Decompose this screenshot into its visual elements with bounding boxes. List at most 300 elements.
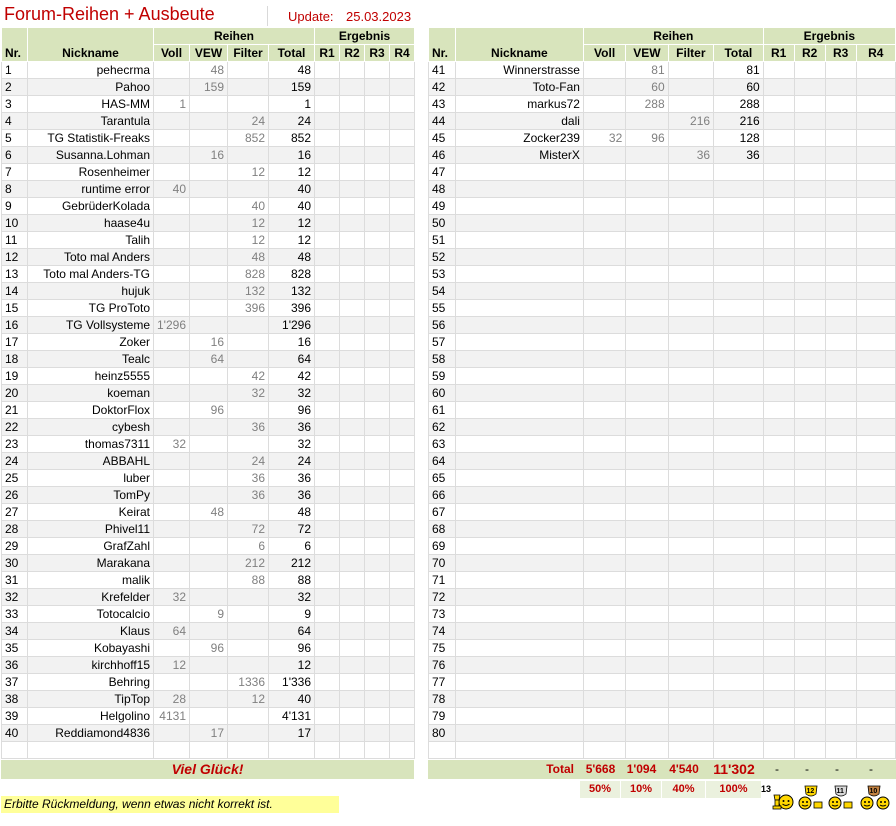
r2-cell[interactable]: [340, 283, 365, 300]
vew-cell[interactable]: 96: [190, 402, 228, 419]
r1-cell[interactable]: [763, 181, 794, 198]
r3-cell[interactable]: [825, 606, 856, 623]
filter-cell[interactable]: [228, 623, 269, 640]
total-cell[interactable]: 72: [269, 521, 315, 538]
voll-cell[interactable]: [154, 215, 190, 232]
voll-cell[interactable]: [583, 640, 625, 657]
r4-cell[interactable]: [390, 351, 415, 368]
r1-cell[interactable]: [315, 402, 340, 419]
total-cell[interactable]: 17: [269, 725, 315, 742]
r2-cell[interactable]: [340, 181, 365, 198]
filter-cell[interactable]: [228, 79, 269, 96]
r3-cell[interactable]: [365, 266, 390, 283]
r3-cell[interactable]: [365, 317, 390, 334]
nickname-cell[interactable]: [455, 351, 583, 368]
r4-cell[interactable]: [390, 266, 415, 283]
filter-cell[interactable]: [668, 674, 713, 691]
r1-cell[interactable]: [763, 606, 794, 623]
r4-cell[interactable]: [390, 79, 415, 96]
r1-cell[interactable]: [763, 232, 794, 249]
r3-cell[interactable]: [825, 351, 856, 368]
r2-cell[interactable]: [794, 487, 825, 504]
voll-cell[interactable]: [583, 368, 625, 385]
r3-cell[interactable]: [365, 283, 390, 300]
filter-cell[interactable]: [668, 317, 713, 334]
r1-cell[interactable]: [763, 283, 794, 300]
r3-cell[interactable]: [365, 572, 390, 589]
filter-cell[interactable]: 12: [228, 215, 269, 232]
total-cell[interactable]: 24: [269, 453, 315, 470]
vew-cell[interactable]: 48: [190, 504, 228, 521]
r3-cell[interactable]: [825, 691, 856, 708]
nickname-cell[interactable]: Rosenheimer: [28, 164, 154, 181]
filter-cell[interactable]: [228, 147, 269, 164]
r3-cell[interactable]: [825, 62, 856, 79]
total-cell[interactable]: 132: [269, 283, 315, 300]
r2-cell[interactable]: [340, 147, 365, 164]
vew-cell[interactable]: [626, 368, 668, 385]
r1-cell[interactable]: [315, 232, 340, 249]
filter-cell[interactable]: [228, 351, 269, 368]
filter-cell[interactable]: [668, 419, 713, 436]
total-cell[interactable]: [714, 708, 764, 725]
r1-cell[interactable]: [315, 334, 340, 351]
r3-cell[interactable]: [365, 657, 390, 674]
r4-cell[interactable]: [390, 623, 415, 640]
filter-cell[interactable]: 216: [668, 113, 713, 130]
total-cell[interactable]: 40: [269, 181, 315, 198]
voll-cell[interactable]: [154, 640, 190, 657]
voll-cell[interactable]: 28: [154, 691, 190, 708]
nickname-cell[interactable]: Tealc: [28, 351, 154, 368]
voll-cell[interactable]: [583, 725, 625, 742]
total-cell[interactable]: 96: [269, 402, 315, 419]
voll-cell[interactable]: [583, 419, 625, 436]
r4-cell[interactable]: [390, 317, 415, 334]
total-cell[interactable]: [714, 368, 764, 385]
r2-cell[interactable]: [794, 283, 825, 300]
vew-cell[interactable]: [190, 113, 228, 130]
total-cell[interactable]: 12: [269, 215, 315, 232]
voll-cell[interactable]: [583, 198, 625, 215]
nickname-cell[interactable]: Winnerstrasse: [455, 62, 583, 79]
r2-cell[interactable]: [340, 521, 365, 538]
total-cell[interactable]: 216: [714, 113, 764, 130]
r3-cell[interactable]: [825, 504, 856, 521]
r4-cell[interactable]: [390, 436, 415, 453]
vew-cell[interactable]: [626, 181, 668, 198]
voll-cell[interactable]: [154, 232, 190, 249]
filter-cell[interactable]: [228, 589, 269, 606]
r3-cell[interactable]: [365, 453, 390, 470]
r4-cell[interactable]: [856, 249, 895, 266]
voll-cell[interactable]: 1'296: [154, 317, 190, 334]
r1-cell[interactable]: [315, 147, 340, 164]
nickname-cell[interactable]: [455, 521, 583, 538]
nickname-cell[interactable]: [455, 640, 583, 657]
r2-cell[interactable]: [340, 572, 365, 589]
voll-cell[interactable]: [154, 453, 190, 470]
nickname-cell[interactable]: runtime error: [28, 181, 154, 198]
r3-cell[interactable]: [825, 487, 856, 504]
total-cell[interactable]: 128: [714, 130, 764, 147]
vew-cell[interactable]: [190, 623, 228, 640]
r3-cell[interactable]: [365, 436, 390, 453]
r1-cell[interactable]: [315, 572, 340, 589]
r1-cell[interactable]: [315, 62, 340, 79]
total-cell[interactable]: 36: [714, 147, 764, 164]
r4-cell[interactable]: [390, 487, 415, 504]
r3-cell[interactable]: [365, 164, 390, 181]
nickname-cell[interactable]: [455, 657, 583, 674]
r2-cell[interactable]: [794, 402, 825, 419]
r2-cell[interactable]: [340, 351, 365, 368]
filter-cell[interactable]: 24: [228, 113, 269, 130]
r2-cell[interactable]: [340, 419, 365, 436]
vew-cell[interactable]: [626, 385, 668, 402]
filter-cell[interactable]: [668, 572, 713, 589]
r1-cell[interactable]: [763, 572, 794, 589]
filter-cell[interactable]: [228, 436, 269, 453]
voll-cell[interactable]: [154, 130, 190, 147]
vew-cell[interactable]: [190, 572, 228, 589]
total-cell[interactable]: 88: [269, 572, 315, 589]
voll-cell[interactable]: [154, 504, 190, 521]
vew-cell[interactable]: 96: [190, 640, 228, 657]
r2-cell[interactable]: [340, 691, 365, 708]
r2-cell[interactable]: [340, 368, 365, 385]
r1-cell[interactable]: [315, 623, 340, 640]
total-cell[interactable]: [714, 589, 764, 606]
nickname-cell[interactable]: [455, 555, 583, 572]
voll-total[interactable]: 5'668: [585, 762, 616, 776]
voll-cell[interactable]: 4131: [154, 708, 190, 725]
voll-cell[interactable]: [154, 283, 190, 300]
r2-cell[interactable]: [340, 640, 365, 657]
total-cell[interactable]: 12: [269, 164, 315, 181]
r4-cell[interactable]: [856, 198, 895, 215]
r4-cell[interactable]: [856, 708, 895, 725]
r3-cell[interactable]: [365, 62, 390, 79]
vew-cell[interactable]: 60: [626, 79, 668, 96]
total-cell[interactable]: [714, 249, 764, 266]
r4-cell[interactable]: [390, 657, 415, 674]
voll-cell[interactable]: [154, 334, 190, 351]
r4-cell[interactable]: [390, 249, 415, 266]
r4-cell[interactable]: [856, 113, 895, 130]
r3-cell[interactable]: [365, 606, 390, 623]
nickname-cell[interactable]: [455, 572, 583, 589]
r4-cell[interactable]: [856, 470, 895, 487]
grand-total[interactable]: 11'302: [713, 761, 755, 777]
voll-cell[interactable]: [154, 419, 190, 436]
vew-cell[interactable]: [190, 589, 228, 606]
nickname-cell[interactable]: [455, 538, 583, 555]
nickname-cell[interactable]: Keirat: [28, 504, 154, 521]
r3-cell[interactable]: [365, 640, 390, 657]
total-cell[interactable]: [714, 402, 764, 419]
r2-cell[interactable]: [340, 317, 365, 334]
vew-cell[interactable]: [190, 181, 228, 198]
r3-cell[interactable]: [365, 623, 390, 640]
r2-cell[interactable]: [794, 623, 825, 640]
total-cell[interactable]: 396: [269, 300, 315, 317]
r4-cell[interactable]: [856, 266, 895, 283]
total-cell[interactable]: 36: [269, 419, 315, 436]
nickname-cell[interactable]: Reddiamond4836: [28, 725, 154, 742]
r3-cell[interactable]: [365, 147, 390, 164]
voll-cell[interactable]: [583, 572, 625, 589]
filter-cell[interactable]: [668, 504, 713, 521]
voll-cell[interactable]: [154, 470, 190, 487]
nickname-cell[interactable]: Toto mal Anders: [28, 249, 154, 266]
r1-cell[interactable]: [763, 521, 794, 538]
total-cell[interactable]: [714, 164, 764, 181]
r3-cell[interactable]: [365, 538, 390, 555]
r2-cell[interactable]: [340, 266, 365, 283]
r3-cell[interactable]: [825, 657, 856, 674]
r1-cell[interactable]: [315, 436, 340, 453]
filter-cell[interactable]: [668, 198, 713, 215]
voll-cell[interactable]: [583, 623, 625, 640]
nickname-cell[interactable]: cybesh: [28, 419, 154, 436]
r4-cell[interactable]: [856, 351, 895, 368]
vew-cell[interactable]: [626, 640, 668, 657]
filter-cell[interactable]: 88: [228, 572, 269, 589]
nickname-cell[interactable]: Marakana: [28, 555, 154, 572]
r4-cell[interactable]: [390, 555, 415, 572]
vew-cell[interactable]: [190, 164, 228, 181]
r2-cell[interactable]: [340, 96, 365, 113]
r3-cell[interactable]: [365, 419, 390, 436]
r2-cell[interactable]: [340, 504, 365, 521]
r1-cell[interactable]: [763, 62, 794, 79]
voll-cell[interactable]: [583, 79, 625, 96]
r4-cell[interactable]: [856, 79, 895, 96]
r4-cell[interactable]: [390, 300, 415, 317]
nickname-cell[interactable]: markus72: [455, 96, 583, 113]
r4-cell[interactable]: [856, 147, 895, 164]
r1-cell[interactable]: [315, 79, 340, 96]
nickname-cell[interactable]: [455, 198, 583, 215]
r2-cell[interactable]: [794, 300, 825, 317]
r1-cell[interactable]: [763, 351, 794, 368]
r2-cell[interactable]: [340, 130, 365, 147]
filter-cell[interactable]: [668, 521, 713, 538]
voll-cell[interactable]: [154, 266, 190, 283]
r2-cell[interactable]: [794, 266, 825, 283]
r1-cell[interactable]: [763, 470, 794, 487]
r2-cell[interactable]: [794, 130, 825, 147]
filter-cell[interactable]: [668, 283, 713, 300]
total-cell[interactable]: 1'296: [269, 317, 315, 334]
total-cell[interactable]: 212: [269, 555, 315, 572]
total-cell[interactable]: 16: [269, 147, 315, 164]
voll-cell[interactable]: [154, 62, 190, 79]
nickname-cell[interactable]: DoktorFlox: [28, 402, 154, 419]
r4-cell[interactable]: [856, 334, 895, 351]
voll-cell[interactable]: [583, 215, 625, 232]
r1-cell[interactable]: [763, 385, 794, 402]
filter-cell[interactable]: [668, 300, 713, 317]
vew-cell[interactable]: [626, 657, 668, 674]
r4-cell[interactable]: [390, 691, 415, 708]
filter-cell[interactable]: 48: [228, 249, 269, 266]
r4-cell[interactable]: [390, 198, 415, 215]
vew-cell[interactable]: [626, 691, 668, 708]
nickname-cell[interactable]: [455, 215, 583, 232]
r4-cell[interactable]: [390, 385, 415, 402]
vew-cell[interactable]: [190, 674, 228, 691]
nickname-cell[interactable]: HAS-MM: [28, 96, 154, 113]
nickname-cell[interactable]: [455, 385, 583, 402]
filter-cell[interactable]: [228, 708, 269, 725]
voll-cell[interactable]: 32: [154, 436, 190, 453]
r3-cell[interactable]: [825, 147, 856, 164]
r1-cell[interactable]: [763, 402, 794, 419]
vew-cell[interactable]: 96: [626, 130, 668, 147]
vew-cell[interactable]: [190, 453, 228, 470]
r4-cell[interactable]: [856, 453, 895, 470]
r2-cell[interactable]: [794, 419, 825, 436]
r1-cell[interactable]: [763, 674, 794, 691]
total-cell[interactable]: [714, 657, 764, 674]
filter-cell[interactable]: [668, 606, 713, 623]
r3-cell[interactable]: [365, 487, 390, 504]
voll-cell[interactable]: [154, 147, 190, 164]
filter-cell[interactable]: 132: [228, 283, 269, 300]
r4-cell[interactable]: [856, 130, 895, 147]
vew-cell[interactable]: [190, 96, 228, 113]
total-cell[interactable]: 1: [269, 96, 315, 113]
voll-cell[interactable]: [583, 691, 625, 708]
r3-cell[interactable]: [365, 589, 390, 606]
voll-cell[interactable]: [583, 266, 625, 283]
total-cell[interactable]: 48: [269, 62, 315, 79]
nickname-cell[interactable]: luber: [28, 470, 154, 487]
nickname-cell[interactable]: haase4u: [28, 215, 154, 232]
r4-cell[interactable]: [856, 640, 895, 657]
r2-cell[interactable]: [340, 708, 365, 725]
r3-cell[interactable]: [825, 419, 856, 436]
r1-cell[interactable]: [315, 198, 340, 215]
r2-cell[interactable]: [794, 249, 825, 266]
r3-cell[interactable]: [365, 79, 390, 96]
r2-cell[interactable]: [340, 453, 365, 470]
r4-cell[interactable]: [390, 130, 415, 147]
r3-cell[interactable]: [825, 521, 856, 538]
r1-cell[interactable]: [763, 266, 794, 283]
filter-cell[interactable]: [668, 470, 713, 487]
r4-cell[interactable]: [390, 708, 415, 725]
filter-cell[interactable]: [668, 487, 713, 504]
r2-cell[interactable]: [794, 589, 825, 606]
vew-cell[interactable]: 48: [190, 62, 228, 79]
nickname-cell[interactable]: malik: [28, 572, 154, 589]
r4-cell[interactable]: [856, 283, 895, 300]
r3-cell[interactable]: [825, 266, 856, 283]
r1-cell[interactable]: [315, 708, 340, 725]
voll-cell[interactable]: [583, 334, 625, 351]
r3-cell[interactable]: [825, 198, 856, 215]
r2-cell[interactable]: [794, 572, 825, 589]
update-date[interactable]: 25.03.2023: [346, 9, 412, 24]
r2-cell[interactable]: [794, 470, 825, 487]
r2-cell[interactable]: [794, 62, 825, 79]
total-cell[interactable]: 40: [269, 691, 315, 708]
nickname-cell[interactable]: [455, 725, 583, 742]
r2-cell[interactable]: [340, 436, 365, 453]
voll-cell[interactable]: 64: [154, 623, 190, 640]
vew-cell[interactable]: [626, 674, 668, 691]
nickname-cell[interactable]: Pahoo: [28, 79, 154, 96]
total-cell[interactable]: 32: [269, 436, 315, 453]
r1-cell[interactable]: [763, 300, 794, 317]
vew-cell[interactable]: [190, 419, 228, 436]
r2-cell[interactable]: [794, 708, 825, 725]
r4-cell[interactable]: [390, 640, 415, 657]
nickname-cell[interactable]: [455, 504, 583, 521]
filter-cell[interactable]: 36: [668, 147, 713, 164]
r3-cell[interactable]: [365, 402, 390, 419]
r2-cell[interactable]: [340, 674, 365, 691]
voll-cell[interactable]: [583, 487, 625, 504]
r2-cell[interactable]: [794, 198, 825, 215]
r4-cell[interactable]: [856, 232, 895, 249]
r4-cell[interactable]: [856, 674, 895, 691]
voll-cell[interactable]: [583, 606, 625, 623]
nickname-cell[interactable]: Phivel11: [28, 521, 154, 538]
vew-cell[interactable]: 17: [190, 725, 228, 742]
filter-cell[interactable]: 212: [228, 555, 269, 572]
r1-cell[interactable]: [315, 470, 340, 487]
r2-cell[interactable]: [794, 79, 825, 96]
voll-cell[interactable]: [154, 487, 190, 504]
r2-cell[interactable]: [340, 538, 365, 555]
total-cell[interactable]: 81: [714, 62, 764, 79]
r4-cell[interactable]: [856, 623, 895, 640]
r2-cell[interactable]: [794, 164, 825, 181]
r1-cell[interactable]: [315, 113, 340, 130]
voll-cell[interactable]: [583, 232, 625, 249]
filter-cell[interactable]: 42: [228, 368, 269, 385]
nickname-cell[interactable]: koeman: [28, 385, 154, 402]
total-cell[interactable]: [714, 725, 764, 742]
voll-cell[interactable]: 32: [154, 589, 190, 606]
filter-cell[interactable]: [668, 623, 713, 640]
r1-cell[interactable]: [315, 657, 340, 674]
r2-cell[interactable]: [340, 113, 365, 130]
voll-cell[interactable]: [154, 368, 190, 385]
nickname-cell[interactable]: heinz5555: [28, 368, 154, 385]
filter-cell[interactable]: [668, 555, 713, 572]
nickname-cell[interactable]: Talih: [28, 232, 154, 249]
vew-cell[interactable]: [190, 130, 228, 147]
filter-cell[interactable]: [228, 181, 269, 198]
voll-cell[interactable]: [583, 249, 625, 266]
total-cell[interactable]: 6: [269, 538, 315, 555]
filter-cell[interactable]: [228, 62, 269, 79]
voll-cell[interactable]: [583, 283, 625, 300]
r3-cell[interactable]: [825, 402, 856, 419]
filter-cell[interactable]: [228, 657, 269, 674]
voll-cell[interactable]: [583, 385, 625, 402]
total-cell[interactable]: 24: [269, 113, 315, 130]
r4-cell[interactable]: [856, 368, 895, 385]
r2-cell[interactable]: [340, 402, 365, 419]
r2-cell[interactable]: [794, 96, 825, 113]
nickname-cell[interactable]: [455, 249, 583, 266]
